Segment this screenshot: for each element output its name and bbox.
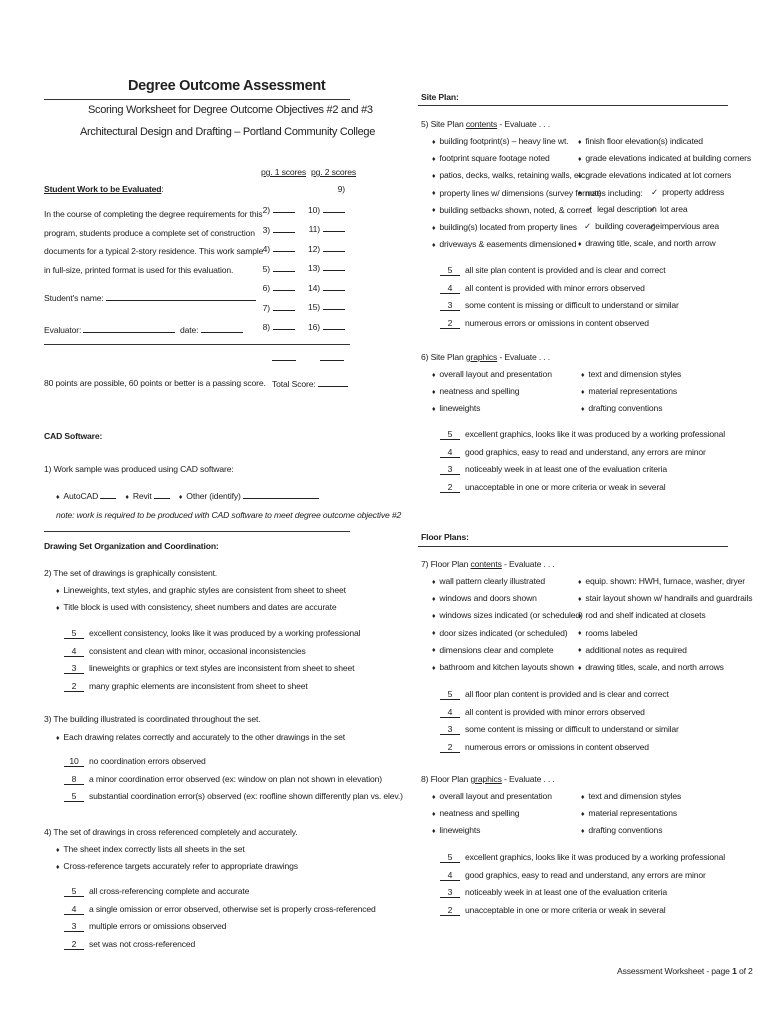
subtitle-program: Architectural Design and Drafting – Portland Community College (80, 126, 376, 138)
score-value[interactable]: 2 (64, 681, 84, 692)
intro-line: In the course of completing the degree requirements for this (44, 209, 263, 219)
q7-criterion: ♦ bathroom and kitchen layouts shown (432, 662, 574, 672)
score-description: noticeably week in at least one of the evaluation criteria (465, 464, 667, 474)
points-note: 80 points are possible, 60 points or better is a passing score. (44, 378, 266, 388)
q5-criterion: ♦ footprint square footage noted (432, 153, 550, 163)
score-description: excellent consistency, looks like it was produced by a working professional (89, 628, 361, 638)
pg2-score-line[interactable] (300, 282, 345, 293)
q5-criterion: ♦ property lines w/ dimensions (survey format) (432, 188, 601, 198)
pg2-score-line[interactable] (300, 301, 345, 312)
question-number: 13) (308, 263, 320, 273)
score-description: no coordination errors observed (89, 756, 206, 766)
q6-criterion: ♦ lineweights (432, 403, 480, 413)
score-description: unacceptable in one or more criteria or weak in several (465, 904, 666, 915)
q5-check-item: ✓ property address (651, 187, 724, 198)
score-option (440, 742, 649, 753)
section-rule (44, 531, 350, 532)
q8-criterion: ♦ neatness and spelling (432, 808, 519, 818)
cad-option-other[interactable]: ♦ Other (identify) (179, 491, 319, 501)
score-value[interactable]: 5 (440, 265, 460, 276)
pg1-score-line[interactable] (250, 243, 295, 254)
q5-check-item: ✓ building coverage (584, 221, 660, 232)
pg1-score-line[interactable] (250, 282, 295, 293)
score-option (64, 756, 206, 767)
pg1-score-line[interactable] (250, 263, 295, 274)
pg1-score-line[interactable] (250, 204, 295, 215)
question-number: 11) (308, 224, 320, 234)
score-value[interactable]: 3 (440, 724, 460, 735)
score-option (440, 464, 667, 475)
score-description: substantial coordination error(s) observed (ex: roofline shown differently plan vs. elev.) (89, 791, 403, 801)
score-description: good graphics, easy to read and understand, any errors are minor (465, 446, 706, 457)
score-value[interactable]: 5 (440, 429, 460, 440)
q7-criterion: ♦ windows sizes indicated (or scheduled) (432, 610, 583, 620)
score-description: numerous errors or omissions in content observed (465, 317, 649, 328)
score-value[interactable]: 4 (440, 447, 460, 458)
score-value[interactable]: 5 (64, 886, 84, 897)
q7-criterion: ♦ wall pattern clearly illustrated (432, 576, 545, 586)
pg2-score-line[interactable] (300, 321, 345, 332)
subtitle-objectives: Scoring Worksheet for Degree Outcome Objectives #2 and #3 (88, 104, 373, 116)
q5-criterion: ♦ drawing title, scale, and north arrow (578, 238, 716, 248)
score-value[interactable]: 4 (64, 904, 84, 915)
score-description: many graphic elements are inconsistent from sheet to sheet (89, 680, 308, 691)
pg2-scores-heading: pg. 2 scores (311, 167, 357, 177)
score-option (64, 904, 376, 915)
question-number: 5) (262, 263, 270, 274)
score-option (64, 791, 403, 802)
pg1-score-line[interactable] (250, 224, 295, 235)
score-option (64, 921, 226, 932)
question-number: 10) (308, 204, 320, 215)
score-value[interactable]: 3 (64, 921, 84, 932)
score-option (64, 663, 354, 674)
q7-criterion: ♦ stair layout shown w/ handrails and guardrails (578, 593, 752, 603)
q4-heading: 4) The set of drawings in cross referenced completely and accurately. (44, 827, 298, 837)
question-number: 9) (337, 184, 345, 194)
q5-criterion: ♦ driveways & easements dimensioned (432, 239, 576, 249)
question-number: 16) (308, 321, 320, 332)
score-value[interactable]: 5 (64, 628, 84, 639)
score-description: some content is missing or difficult to understand or similar (465, 300, 679, 310)
q5-criterion: ♦ building setbacks shown, noted, & correct (432, 205, 592, 215)
q7-heading: 7) Floor Plan contents - Evaluate . . . (421, 559, 555, 569)
q5-heading: 5) Site Plan contents - Evaluate . . . (421, 119, 551, 129)
q8-heading: 8) Floor Plan graphics - Evaluate . . . (421, 774, 555, 784)
floor-plans-heading: Floor Plans: (421, 532, 469, 542)
question-number: 2) (262, 205, 270, 215)
q5-check-item: ✓ legal description (586, 204, 657, 215)
evaluator-field[interactable]: Evaluator: (44, 324, 175, 335)
q4-criterion: ♦ The sheet index correctly lists all sheets in the set (56, 844, 245, 854)
question-number: 4) (262, 244, 270, 254)
q5-criterion: ♦ patios, decks, walks, retaining walls, etc. (432, 170, 587, 180)
score-option (440, 707, 645, 718)
question-number: 14) (308, 282, 320, 293)
q8-criterion: ♦ overall layout and presentation (432, 791, 552, 801)
score-description: excellent graphics, looks like it was produced by a working professional (465, 852, 726, 862)
cad-question: 1) Work sample was produced using CAD software: (44, 464, 234, 474)
cad-note: note: work is required to be produced with CAD software to meet degree outcome objective #2 (56, 510, 402, 520)
score-value[interactable]: 4 (440, 283, 460, 294)
pg2-score-line[interactable] (300, 262, 345, 273)
students-name-field[interactable]: Student's name: (44, 292, 256, 303)
q7-criterion: ♦ rooms labeled (578, 628, 637, 638)
page-footer: Assessment Worksheet - page 1 of 2 (617, 966, 753, 976)
score-option (440, 447, 706, 458)
date-field[interactable]: date: (180, 324, 243, 335)
score-option (440, 870, 706, 881)
title-rule (44, 99, 350, 100)
score-value[interactable]: 5 (64, 791, 84, 802)
q8-criterion: ♦ drafting conventions (581, 825, 662, 835)
score-option (440, 318, 649, 329)
q5-check-item: ✓ lot area (649, 204, 688, 215)
score-option (64, 774, 382, 785)
question-number: 8) (262, 322, 270, 332)
score-description: good graphics, easy to read and understand, any errors are minor (465, 869, 706, 880)
question-number: 7) (262, 302, 270, 313)
q5-criterion: ♦ grade elevations indicated at building corners (578, 153, 751, 163)
pg2-score-line[interactable] (300, 243, 345, 254)
score-description: unacceptable in one or more criteria or weak in several (465, 481, 666, 492)
pg2-score-line[interactable] (300, 204, 345, 215)
q7-criterion: ♦ rod and shelf indicated at closets (578, 610, 706, 620)
q7-criterion: ♦ additional notes as required (578, 645, 687, 655)
score-value[interactable]: 4 (440, 870, 460, 881)
section-rule (418, 546, 728, 547)
score-value[interactable]: 3 (440, 887, 460, 898)
score-option (440, 300, 679, 311)
score-option (440, 429, 725, 440)
score-description: all site plan content is provided and is clear and correct (465, 265, 666, 275)
q2-criterion: ♦ Lineweights, text styles, and graphic styles are consistent from sheet to sheet (56, 585, 346, 595)
score-option (64, 939, 195, 950)
score-description: consistent and clean with minor, occasional inconsistencies (89, 645, 306, 656)
q8-criterion: ♦ material representations (581, 808, 677, 818)
score-option (64, 646, 306, 657)
q5-criterion: ♦ grade elevations indicated at lot corners (578, 170, 731, 180)
score-description: noticeably week in at least one of the evaluation criteria (465, 887, 667, 897)
score-option (440, 852, 725, 863)
q5-check-item: ✓ impervious area (649, 221, 719, 232)
score-option (64, 681, 308, 692)
page-title: Degree Outcome Assessment (128, 78, 326, 94)
score-option (440, 887, 667, 898)
score-description: excellent graphics, looks like it was produced by a working professional (465, 429, 726, 439)
q6-heading: 6) Site Plan graphics - Evaluate . . . (421, 352, 551, 362)
score-value[interactable]: 2 (64, 939, 84, 950)
pg1-score-line[interactable] (250, 302, 295, 313)
q7-criterion: ♦ door sizes indicated (or scheduled) (432, 628, 567, 638)
question-number: 6) (262, 283, 270, 293)
score-description: all floor plan content is provided and is clear and correct (465, 689, 669, 699)
pg2-subtotal-blank[interactable] (320, 352, 344, 363)
score-value[interactable]: 8 (64, 774, 84, 785)
section-rule (44, 344, 350, 345)
score-value[interactable]: 2 (440, 742, 460, 753)
q7-criterion: ♦ windows and doors shown (432, 593, 537, 603)
question-number: 3) (262, 224, 270, 235)
cad-option-autocad[interactable]: ♦ AutoCAD (56, 491, 116, 501)
pg2-score-line[interactable] (300, 223, 345, 234)
score-description: some content is missing or difficult to understand or similar (465, 724, 679, 734)
cad-option-revit[interactable]: ♦ Revit (125, 491, 170, 501)
q8-criterion: ♦ text and dimension styles (581, 791, 681, 801)
q4-criterion: ♦ Cross-reference targets accurately refer to appropriate drawings (56, 861, 298, 871)
score-value[interactable]: 3 (440, 300, 460, 311)
score-option (440, 482, 666, 493)
q7-criterion: ♦ drawing titles, scale, and north arrows (578, 662, 724, 672)
score-description: multiple errors or omissions observed (89, 921, 227, 931)
q3-heading: 3) The building illustrated is coordinated throughout the set. (44, 714, 261, 724)
pg1-subtotal-blank[interactable] (272, 352, 296, 363)
score-option (440, 283, 645, 294)
score-value[interactable]: 2 (440, 482, 460, 493)
question-number: 12) (308, 243, 320, 254)
intro-line: documents for a typical 2-story residence. This work sample (44, 246, 264, 256)
q2-heading: 2) The set of drawings is graphically consistent. (44, 568, 218, 578)
intro-line: program, students produce a complete set of construction (44, 227, 255, 238)
q5-criterion: ♦ finish floor elevation(s) indicated (578, 136, 703, 146)
score-option (440, 689, 669, 700)
cad-options (56, 490, 319, 501)
score-option (440, 724, 679, 735)
q8-criterion: ♦ lineweights (432, 825, 480, 835)
intro-line: in full-size, printed format is used for this evaluation. (44, 264, 234, 275)
organization-heading: Drawing Set Organization and Coordination: (44, 541, 219, 551)
score-value[interactable]: 10 (64, 756, 84, 767)
score-option (64, 628, 360, 639)
score-description: set was not cross-referenced (89, 938, 196, 949)
score-value[interactable]: 2 (440, 318, 460, 329)
score-option (64, 886, 249, 897)
score-description: all content is provided with minor errors observed (465, 706, 645, 717)
score-option (440, 265, 666, 276)
score-value[interactable]: 3 (440, 464, 460, 475)
cad-software-heading: CAD Software: (44, 431, 103, 441)
pg1-scores-heading: pg. 1 scores (261, 167, 307, 177)
section-rule (418, 105, 728, 106)
score-value[interactable]: 4 (440, 707, 460, 718)
score-option (440, 905, 666, 916)
q7-criterion: ♦ equip. shown: HWH, furnace, washer, dryer (578, 576, 745, 586)
q6-criterion: ♦ drafting conventions (581, 403, 662, 413)
site-plan-heading: Site Plan: (421, 92, 459, 102)
score-description: numerous errors or omissions in content observed (465, 741, 649, 752)
q3-criterion: ♦ Each drawing relates correctly and accurately to the other drawings in the set (56, 732, 345, 742)
q5-criterion: ♦ notes including: (578, 188, 643, 198)
score-value[interactable]: 2 (440, 905, 460, 916)
score-value[interactable]: 5 (440, 852, 460, 863)
q6-criterion: ♦ overall layout and presentation (432, 369, 552, 379)
q6-criterion: ♦ text and dimension styles (581, 369, 681, 379)
q5-criterion: ♦ building(s) located from property lines (432, 222, 577, 232)
score-value[interactable]: 4 (64, 646, 84, 657)
score-description: all content is provided with minor errors observed (465, 282, 645, 293)
student-work-heading: Student Work to be Evaluated: (44, 184, 164, 194)
q6-criterion: ♦ material representations (581, 386, 677, 396)
score-description: all cross-referencing complete and accurate (89, 886, 250, 896)
q7-criterion: ♦ dimensions clear and complete (432, 645, 554, 655)
q2-criterion: ♦ Title block is used with consistency, sheet numbers and dates are accurate (56, 602, 337, 612)
score-description: a minor coordination error observed (ex: window on plan not shown in elevation) (89, 773, 382, 784)
q6-criterion: ♦ neatness and spelling (432, 386, 519, 396)
score-value[interactable]: 5 (440, 689, 460, 700)
score-value[interactable]: 3 (64, 663, 84, 674)
score-description: lineweights or graphics or text styles are inconsistent from sheet to sheet (89, 663, 355, 673)
total-score-field[interactable]: Total Score: (272, 378, 348, 389)
pg1-score-line[interactable] (250, 321, 295, 332)
score-description: a single omission or error observed, otherwise set is properly cross-referenced (89, 903, 376, 914)
q5-criterion: ♦ building footprint(s) – heavy line wt. (432, 136, 568, 146)
question-number: 15) (308, 302, 320, 312)
pg2-score-line[interactable] (300, 184, 345, 194)
